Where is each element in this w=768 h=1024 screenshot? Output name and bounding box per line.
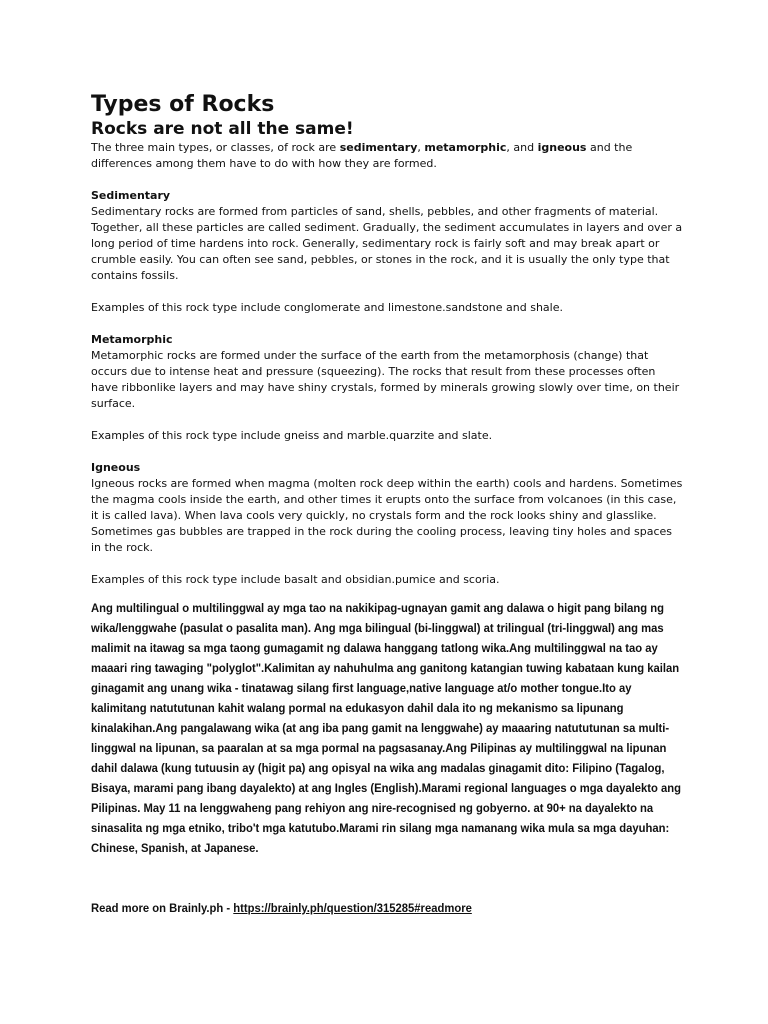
rock-article: [91, 140, 683, 588]
section-examples-sedimentary: Examples of this rock type include conglomerate and limestone.sandstone and shale.: [91, 301, 563, 314]
section-heading-sedimentary: Sedimentary: [91, 189, 171, 202]
intro-term-sedimentary: sedimentary: [339, 141, 418, 154]
page-title: Types of Rocks: [91, 92, 275, 117]
section-heading-igneous: Igneous: [91, 461, 141, 474]
tagalog-paragraph: Ang multilingual o multilinggwal ay mga tao na nakikipag-ugnayan gamit ang dalawa o higit pang bilang ng wika/lenggwahe (pasulat o pasalita man). Ang mga bilingual (bi-linggwal) at trilingual (tri-linggwal) ang mas malimit na itawag sa mga taong gumagamit ng dalawa hanggang tatlong wika.Ang multilinggwal na tao ay maaari ring tawaging "polyglot".Kalimitan ay nahuhulma ang ganitong katangian tuwing kabataan kung kailan ginagamit ang unang wika - tinatawag silang first language,native language at/o mother tongue.Ito ay kalimitang natututunan kahit walang pormal na edukasyon dahil dala ito ng mekanismo sa lipunang kinalakihan.Ang pangalawang wika (at ang iba pang gamit na lenggwahe) ay maaaring natututunan sa multi-linggwal na lipunan, sa paaralan at sa mga pormal na pagsasanay.Ang Pilipinas ay multilinggwal na lipunan dahil dalawa (kung tutuusin ay (higit pa) ang opisyal na wika ang madalas ginagamit dito: Filipino (Tagalog, Bisaya, marami pang ibang dayalekto) at ang Ingles (English).Marami regional languages o mga dayalekto ang Pilipinas. May 11 na lenggwaheng pang rehiyon ang nire-recognised ng gobyerno. at 90+ na dayalekto na sinasalita ng mga etniko, tribo't mga katutubo.Marami rin silang mga namanang wika mula sa mga dayuhan: Chinese, Spanish, at Japanese.: [91, 601, 682, 855]
intro-paragraph: [91, 140, 683, 172]
tagalog-section: [91, 598, 686, 858]
document-page: [91, 92, 683, 918]
read-more-prefix: Read more on Brainly.ph -: [91, 901, 234, 915]
intro-text: The three main types, or classes, of rock are: [91, 141, 340, 154]
section-heading-metamorphic: Metamorphic: [91, 333, 173, 346]
intro-term-metamorphic: metamorphic: [424, 141, 507, 154]
intro-text: ,: [417, 141, 425, 154]
section-body-igneous: Igneous rocks are formed when magma (molten rock deep within the earth) cools and hardens. Sometimes the magma cools inside the earth, and other times it erupts onto the surface from volcanoes (in this case, it is called lava). When lava cools very quickly, no crystals form and the rock looks shiny and glasslike. Sometimes gas bubbles are trapped in the rock during the cooling process, leaving tiny holes and spaces in the rock.: [91, 477, 683, 554]
read-more-line: [91, 898, 642, 918]
intro-text: , and: [506, 141, 538, 154]
intro-term-igneous: igneous: [537, 141, 587, 154]
read-more-link[interactable]: https://brainly.ph/question/315285#readmore: [233, 901, 472, 915]
section-body-sedimentary: Sedimentary rocks are formed from particles of sand, shells, pebbles, and other fragments of material. Together, all these particles are called sediment. Gradually, the sediment accumulates in layers and over a long period of time hardens into rock. Generally, sedimentary rock is fairly soft and may break apart or crumble easily. You can often see sand, pebbles, or stones in the rock, and it is usually the only type that contains fossils.: [91, 205, 683, 282]
intro-text: and the differences among them have to do with how they are formed.: [91, 141, 633, 170]
section-examples-metamorphic: Examples of this rock type include gneiss and marble.quarzite and slate.: [91, 429, 493, 442]
page-subtitle: Rocks are not all the same!: [91, 119, 354, 139]
section-body-metamorphic: Metamorphic rocks are formed under the surface of the earth from the metamorphosis (change) that occurs due to intense heat and pressure (squeezing). The rocks that result from these processes often have ribbonlike layers and may have shiny crystals, formed by minerals growing slowly over time, on their surface.: [91, 349, 680, 410]
section-examples-igneous: Examples of this rock type include basalt and obsidian.pumice and scoria.: [91, 573, 500, 586]
